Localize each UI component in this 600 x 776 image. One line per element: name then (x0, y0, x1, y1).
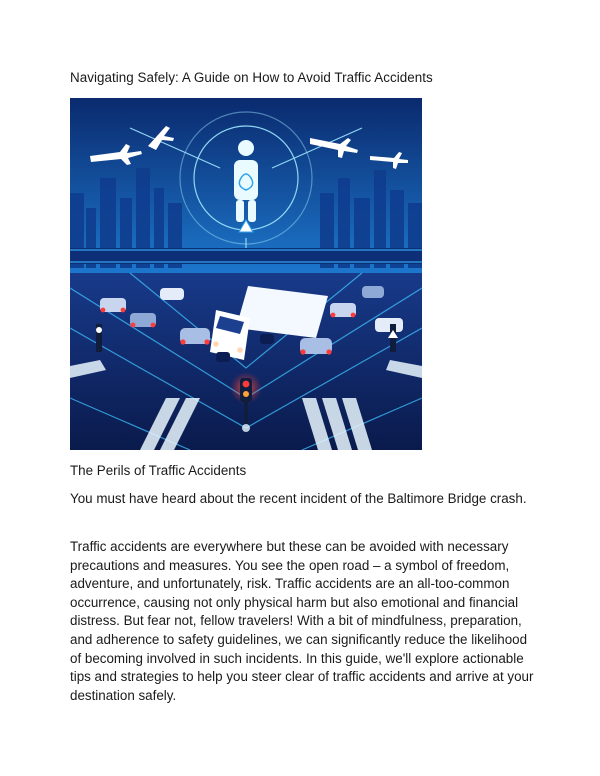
traffic-safety-illustration (70, 98, 422, 450)
paragraph-body: Traffic accidents are everywhere but these can be avoided with necessary precautions and measures. You see the open road – a symbol of freedom, adventure, and unfortunately, risk. Traffic accidents are an all-too-common occurrence, causing not only physical harm but also emotional and financial distress. But fear not, fellow travelers! With a bit of mindfulness, preparation, and adherence to safety guidelines, we can significantly reduce the likelihood of becoming involved in such incidents. In this guide, we'll explore actionable tips and strategies to help you steer clear of traffic accidents and arrive at your destination safely. (70, 539, 534, 703)
paragraph-intro: You must have heard about the recent incident of the Baltimore Bridge crash. (70, 491, 527, 506)
document-title: Navigating Safely: A Guide on How to Avoid Traffic Accidents (70, 70, 433, 85)
section-heading: The Perils of Traffic Accidents (70, 463, 247, 478)
